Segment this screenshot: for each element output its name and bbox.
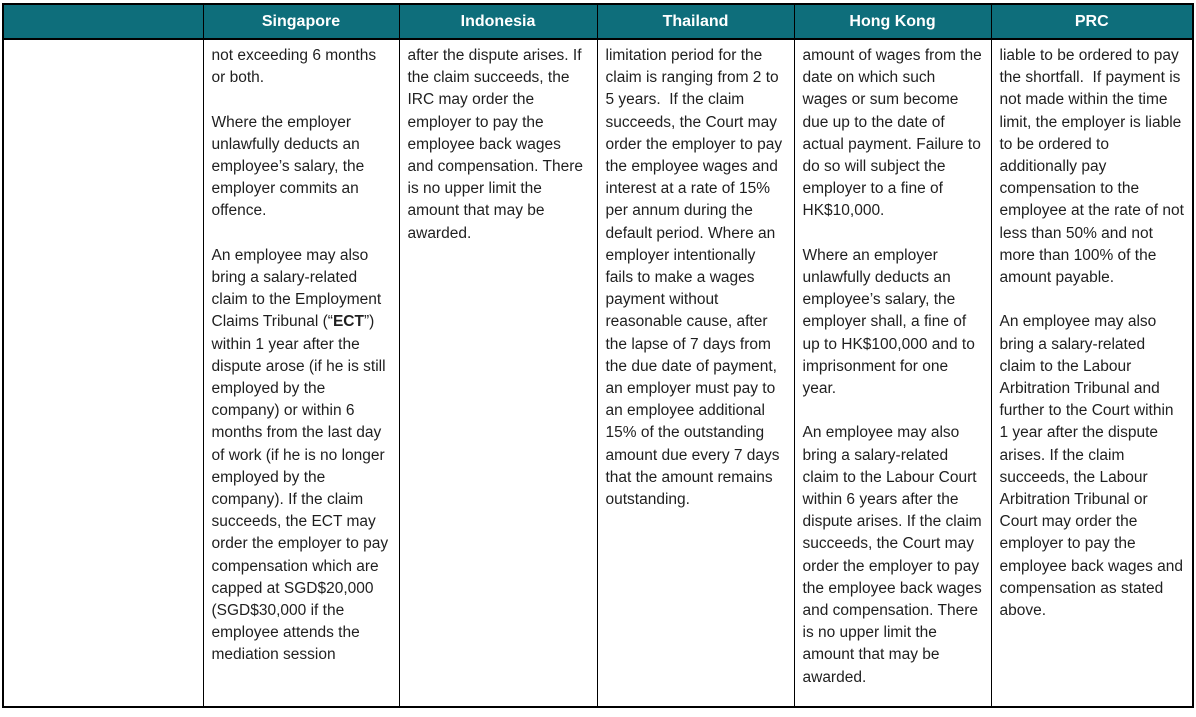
column-header-hong-kong: Hong Kong [794,4,991,39]
cell-content-singapore [204,40,399,706]
jurisdiction-comparison-table [2,3,1194,708]
cell-paragraph: An employee may also bring a salary-related claim to the Labour Arbitration Tribunal and further to the Court within 1 year after the dispute arises. If the claim succeeds, the Labour Arbitration Tribunal or Court may order the employer to pay the employee back wages and compensation as stated above. [999,313,1188,620]
table-body-row [3,39,1193,707]
cell-content-indonesia [400,40,597,706]
cell-paragraph: limitation period for the claim is ranging from 2 to 5 years. If the claim succeeds, the Court may order the employer to pay the employee wages and interest at a rate of 15% per annum during the default period. Where an employer intentionally fails to make a wages payment without reasonable cause, after the lapse of 7 days from the due date of payment, an employer must pay to an employee additional 15% of the outstanding amount due every 7 days that the amount remains outstanding. [605,47,787,509]
cell-content-row-label [4,40,203,706]
cell-paragraph: An employee may also bring a salary-related claim to the Employment Claims Tribunal (“ECT”) within 1 year after the dispute arose (if he is still employed by the company) or within 6 months from the last day of work (if he is no longer employed by the company). If the claim succeeds, the ECT may order the employer to pay compensation which are capped at SGD$20,000 (SGD$30,000 if the employee attends the mediation session [211,246,393,664]
cell-row-label [3,39,203,707]
column-header-prc: PRC [991,4,1193,39]
cell-prc [991,39,1193,707]
column-header-singapore: Singapore [203,4,399,39]
cell-content-prc [992,40,1193,706]
cell-indonesia [399,39,597,707]
column-header-thailand: Thailand [597,4,794,39]
cell-paragraph: not exceeding 6 months or both. [211,47,381,87]
cell-paragraph: An employee may also bring a salary-related claim to the Labour Court within 6 years after the dispute arises. If the claim succeeds, the Court may order the employer to pay the employee back wages and compensation. There is no upper limit the amount that may be awarded. [802,424,987,686]
cell-content-thailand [598,40,794,706]
cell-paragraph: after the dispute arises. If the claim succeeds, the IRC may order the employer to pay the employee back wages and compensation. There is no upper limit the amount that may be awarded. [407,47,588,242]
cell-paragraph: liable to be ordered to pay the shortfall. If payment is not made within the time limit, the employer is liable to be ordered to additionally pay compensation to the employee at the rate of not less than 50% and not more than 100% of the amount payable. [999,47,1189,287]
cell-paragraph: Where the employer unlawfully deducts an employee’s salary, the employer commits an offence. [211,113,369,220]
table-header-row [3,4,1193,39]
column-header-row-label [3,4,203,39]
column-header-indonesia: Indonesia [399,4,597,39]
cell-thailand [597,39,794,707]
cell-content-hong-kong [795,40,991,706]
cell-hong-kong [794,39,991,707]
cell-paragraph: Where an employer unlawfully deducts an employee’s salary, the employer shall, a fine of up to HK$100,000 and to imprisonment for one year. [802,246,980,398]
cell-singapore [203,39,399,707]
cell-paragraph: amount of wages from the date on which such wages or sum become due up to the date of actual payment. Failure to do so will subject the employer to a fine of HK$10,000. [802,47,987,220]
